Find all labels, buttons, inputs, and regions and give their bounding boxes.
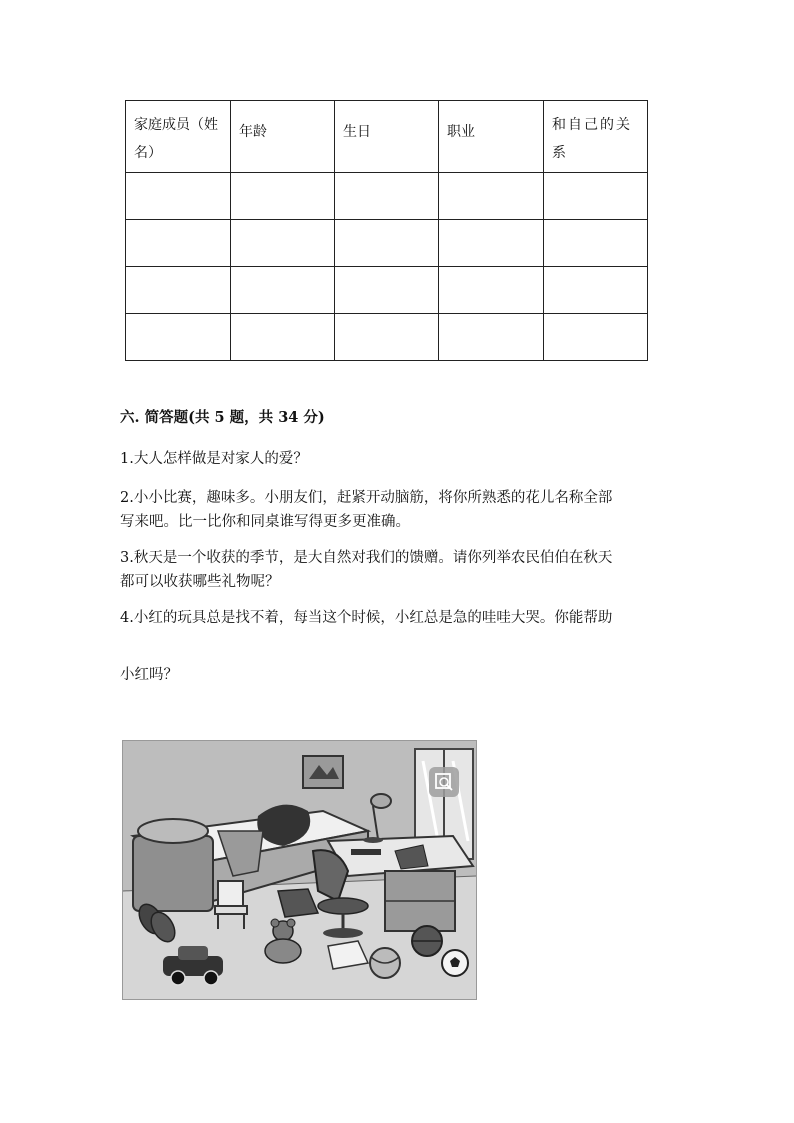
table-cell[interactable] bbox=[439, 220, 544, 267]
table-row bbox=[126, 314, 648, 361]
messy-room-illustration bbox=[122, 740, 477, 1000]
table-cell[interactable] bbox=[126, 173, 231, 220]
table-cell[interactable] bbox=[335, 220, 439, 267]
table-cell[interactable] bbox=[544, 314, 648, 361]
table-cell[interactable] bbox=[439, 173, 544, 220]
table-row bbox=[126, 220, 648, 267]
table-cell[interactable] bbox=[439, 267, 544, 314]
table-cell[interactable] bbox=[231, 173, 335, 220]
table-cell[interactable] bbox=[126, 267, 231, 314]
header-cell-job: 职业 bbox=[439, 101, 544, 173]
table-cell[interactable] bbox=[231, 314, 335, 361]
table-cell[interactable] bbox=[231, 267, 335, 314]
zoom-icon[interactable] bbox=[429, 767, 459, 797]
table-row bbox=[126, 267, 648, 314]
table-cell[interactable] bbox=[126, 314, 231, 361]
header-cell-relation: 和自己的关 系 bbox=[544, 101, 648, 173]
table-cell[interactable] bbox=[231, 220, 335, 267]
table-cell[interactable] bbox=[544, 173, 648, 220]
question-1: 1.大人怎样做是对家人的爱？ bbox=[120, 451, 308, 467]
table-cell[interactable] bbox=[126, 220, 231, 267]
table-row bbox=[126, 173, 648, 220]
table-cell[interactable] bbox=[335, 173, 439, 220]
header-cell-age: 年龄 bbox=[231, 101, 335, 173]
header-cell-member: 家庭成员（姓 名） bbox=[126, 101, 231, 173]
table-cell[interactable] bbox=[335, 314, 439, 361]
table-cell[interactable] bbox=[544, 220, 648, 267]
question-4: 4.小红的玩具总是找不着，每当这个时候，小红总是急的哇哇大哭。你能帮助 bbox=[120, 610, 613, 626]
table-header-row bbox=[126, 101, 648, 173]
question-3: 3.秋天是一个收获的季节，是大自然对我们的馈赠。请你列举农民伯伯在秋天 都可以收获哪些礼物呢？ bbox=[120, 550, 613, 590]
question-4-continued: 小红吗？ bbox=[120, 667, 178, 683]
section-title: 六. 简答题(共 5 题，共 34 分) bbox=[120, 409, 325, 426]
header-cell-birthday: 生日 bbox=[335, 101, 439, 173]
table-cell[interactable] bbox=[544, 267, 648, 314]
table-cell[interactable] bbox=[439, 314, 544, 361]
question-2: 2.小小比赛，趣味多。小朋友们，赶紧开动脑筋，将你所熟悉的花儿名称全部 写来吧。比一比你和同桌谁写得更多更准确。 bbox=[120, 490, 613, 530]
table-cell[interactable] bbox=[335, 267, 439, 314]
family-members-table bbox=[125, 100, 648, 361]
